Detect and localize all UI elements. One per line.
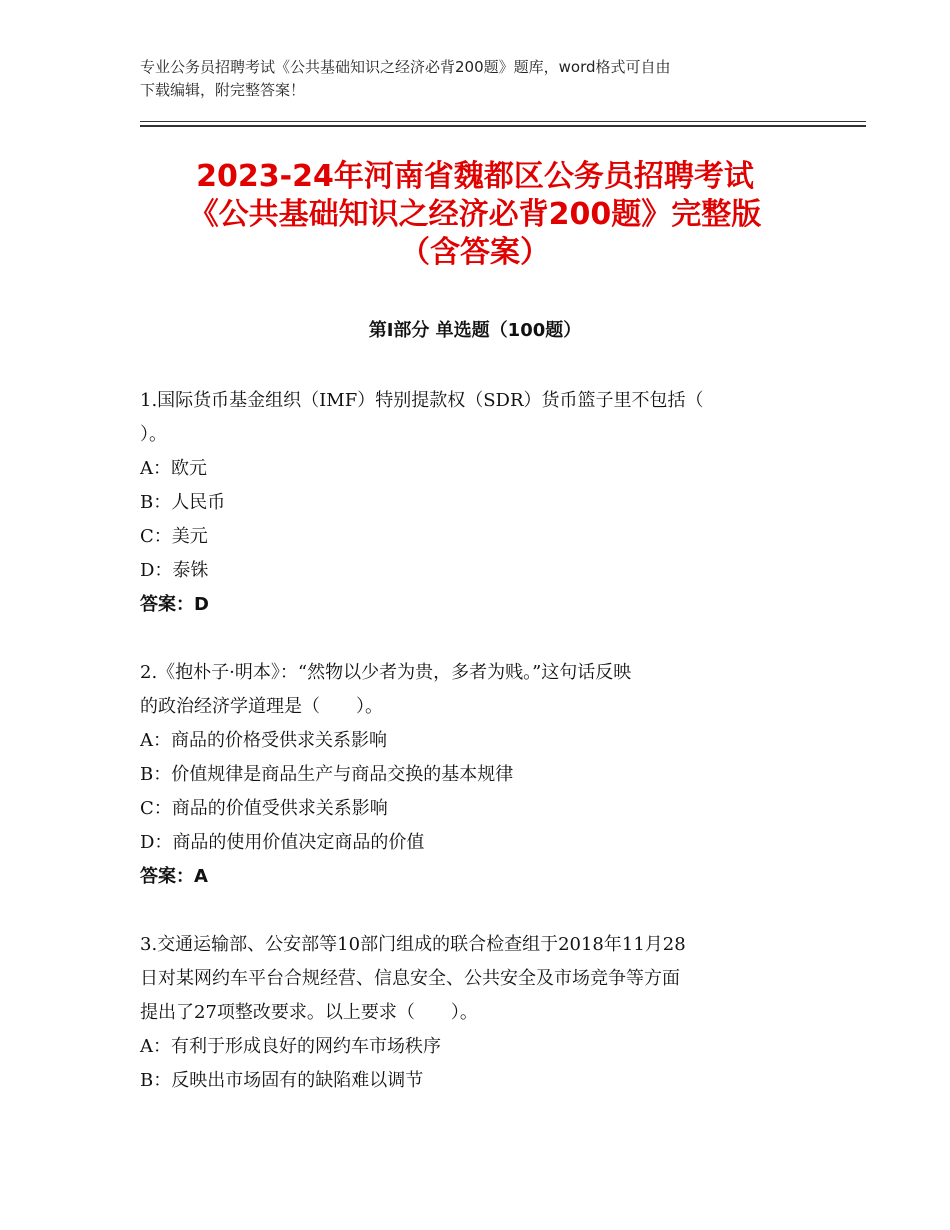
header-divider-thin xyxy=(140,121,866,122)
title-line: （含答案） xyxy=(400,235,550,270)
question-option: A：商品的价格受供求关系影响 xyxy=(140,730,387,751)
question-stem: 的政治经济学道理是（ ）。 xyxy=(140,696,383,717)
question-option: B：人民币 xyxy=(140,492,226,513)
header-note xyxy=(140,56,820,102)
question-option: A：欧元 xyxy=(140,458,207,479)
header-divider-thick xyxy=(140,125,866,127)
question-stem: 提出了27项整改要求。以上要求（ ）。 xyxy=(140,1002,478,1023)
question-option: B：价值规律是商品生产与商品交换的基本规律 xyxy=(140,764,514,785)
question-stem: ）。 xyxy=(140,424,167,445)
question-list xyxy=(140,384,810,1132)
question-option: C：商品的价值受供求关系影响 xyxy=(140,798,388,819)
question-stem: 2.《抱朴子·明本》：“然物以少者为贵，多者为贱。”这句话反映 xyxy=(140,662,632,683)
header-note-line: 专业公务员招聘考试《公共基础知识之经济必背200题》题库，word格式可自由 xyxy=(140,58,671,76)
question-stem: 日对某网约车平台合规经营、信息安全、公共安全及市场竞争等方面 xyxy=(140,968,680,989)
header-note-line: 下载编辑，附完整答案！ xyxy=(140,81,306,99)
question-option: D：泰铢 xyxy=(140,560,209,581)
section-title: 第Ⅰ部分 单选题（100题） xyxy=(368,320,582,341)
question-option: A：有利于形成良好的网约车市场秩序 xyxy=(140,1036,441,1057)
question-option: B：反映出市场固有的缺陷难以调节 xyxy=(140,1070,424,1091)
question-stem: 1.国际货币基金组织（IMF）特别提款权（SDR）货币篮子里不包括（ xyxy=(140,390,704,411)
question-option: D：商品的使用价值决定商品的价值 xyxy=(140,832,425,853)
question-answer: 答案：D xyxy=(140,594,209,615)
question-option: C：美元 xyxy=(140,526,208,547)
question-stem: 3.交通运输部、公安部等10部门组成的联合检查组于2018年11月28 xyxy=(140,934,686,955)
page-title xyxy=(100,158,850,272)
title-line: 《公共基础知识之经济必背200题》完整版 xyxy=(188,197,762,232)
question-item xyxy=(140,928,810,1098)
question-answer: 答案：A xyxy=(140,866,208,887)
question-item xyxy=(140,656,810,894)
title-line: 2023-24年河南省魏都区公务员招聘考试 xyxy=(196,159,754,194)
question-item xyxy=(140,384,810,622)
